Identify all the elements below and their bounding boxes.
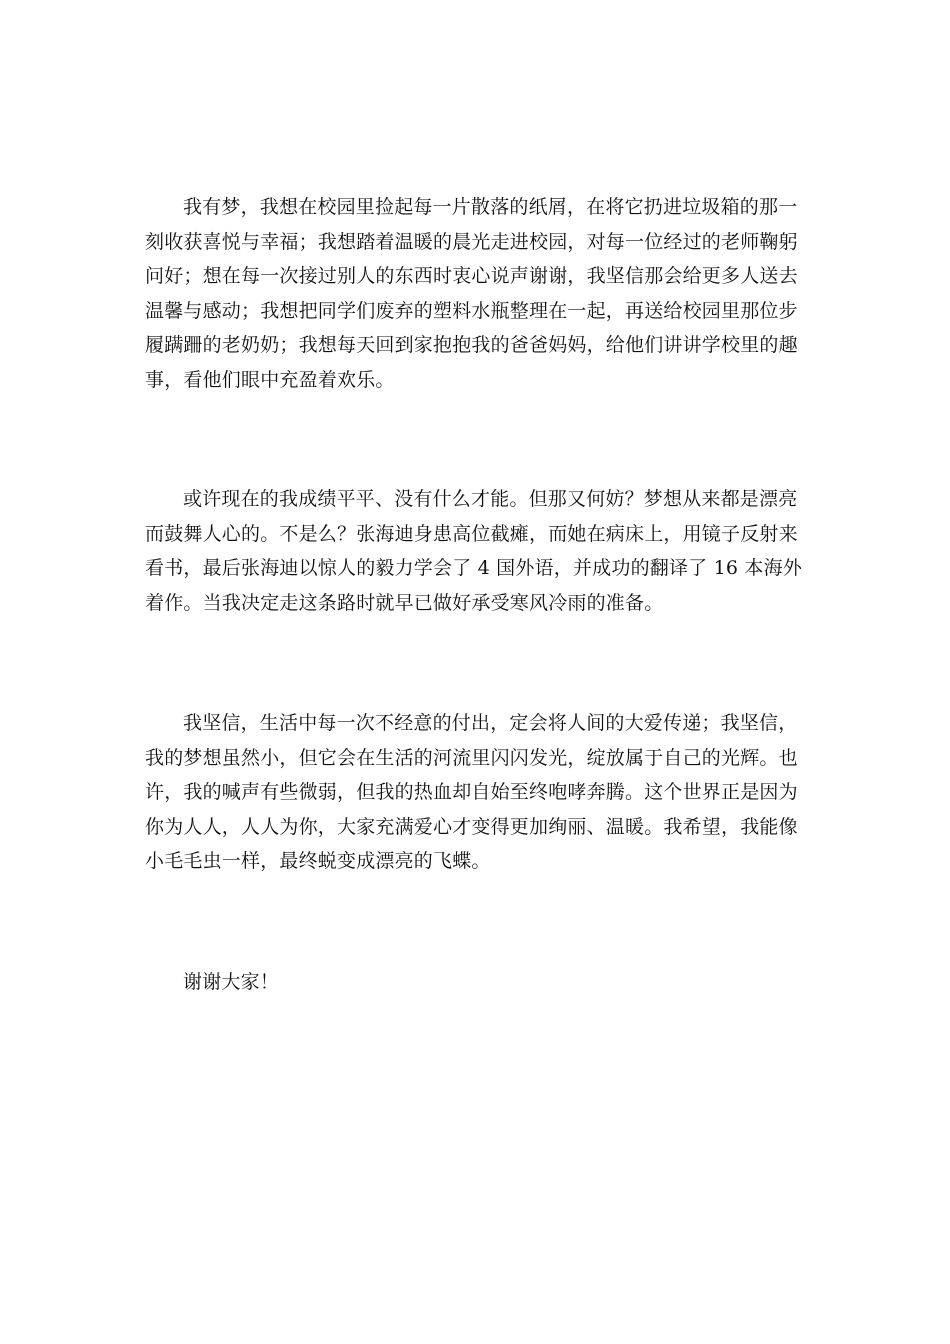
document-body: [145, 190, 815, 999]
paragraph-thanks: 谢谢大家！: [183, 970, 280, 993]
paragraph-belief: 我坚信，生活中每一次不经意的付出，定会将人间的大爱传递；我坚信，我的梦想虽然小，但它会在生活的河流里闪闪发光，绽放属于自己的光辉。也许，我的喊声有些微弱，但我的热血却自始至终咆哮奔腾。这个世界正是因为你为人人，人人为你，大家充满爱心才变得更加绚丽、温暖。我希望，我能像小毛毛虫一样，最终蜕变成漂亮的飞蝶。: [145, 712, 798, 872]
paragraph-dream: 我有梦，我想在校园里捡起每一片散落的纸屑，在将它扔进垃圾箱的那一刻收获喜悦与幸福；我想踏着温暖的晨光走进校园，对每一位经过的老师鞠躬问好；想在每一次接过别人的东西时衷心说声谢谢，我坚信那会给更多人送去温馨与感动；我想把同学们废弃的塑料水瓶整理在一起，再送给校园里那位步履蹒跚的老奶奶；我想每天回到家抱抱我的爸爸妈妈，给他们讲讲学校里的趣事，看他们眼中充盈着欢乐。: [145, 196, 798, 391]
paragraph-zhang-haidi: 或许现在的我成绩平平、没有什么才能。但那又何妨？梦想从来都是漂亮而鼓舞人心的。不是么？张海迪身患高位截瘫，而她在病床上，用镜子反射来看书，最后张海迪以惊人的毅力学会了 4 国外语，并成功的翻译了 16 本海外着作。当我决定走这条路时就早已做好承受寒风冷雨的准备。: [145, 488, 803, 614]
